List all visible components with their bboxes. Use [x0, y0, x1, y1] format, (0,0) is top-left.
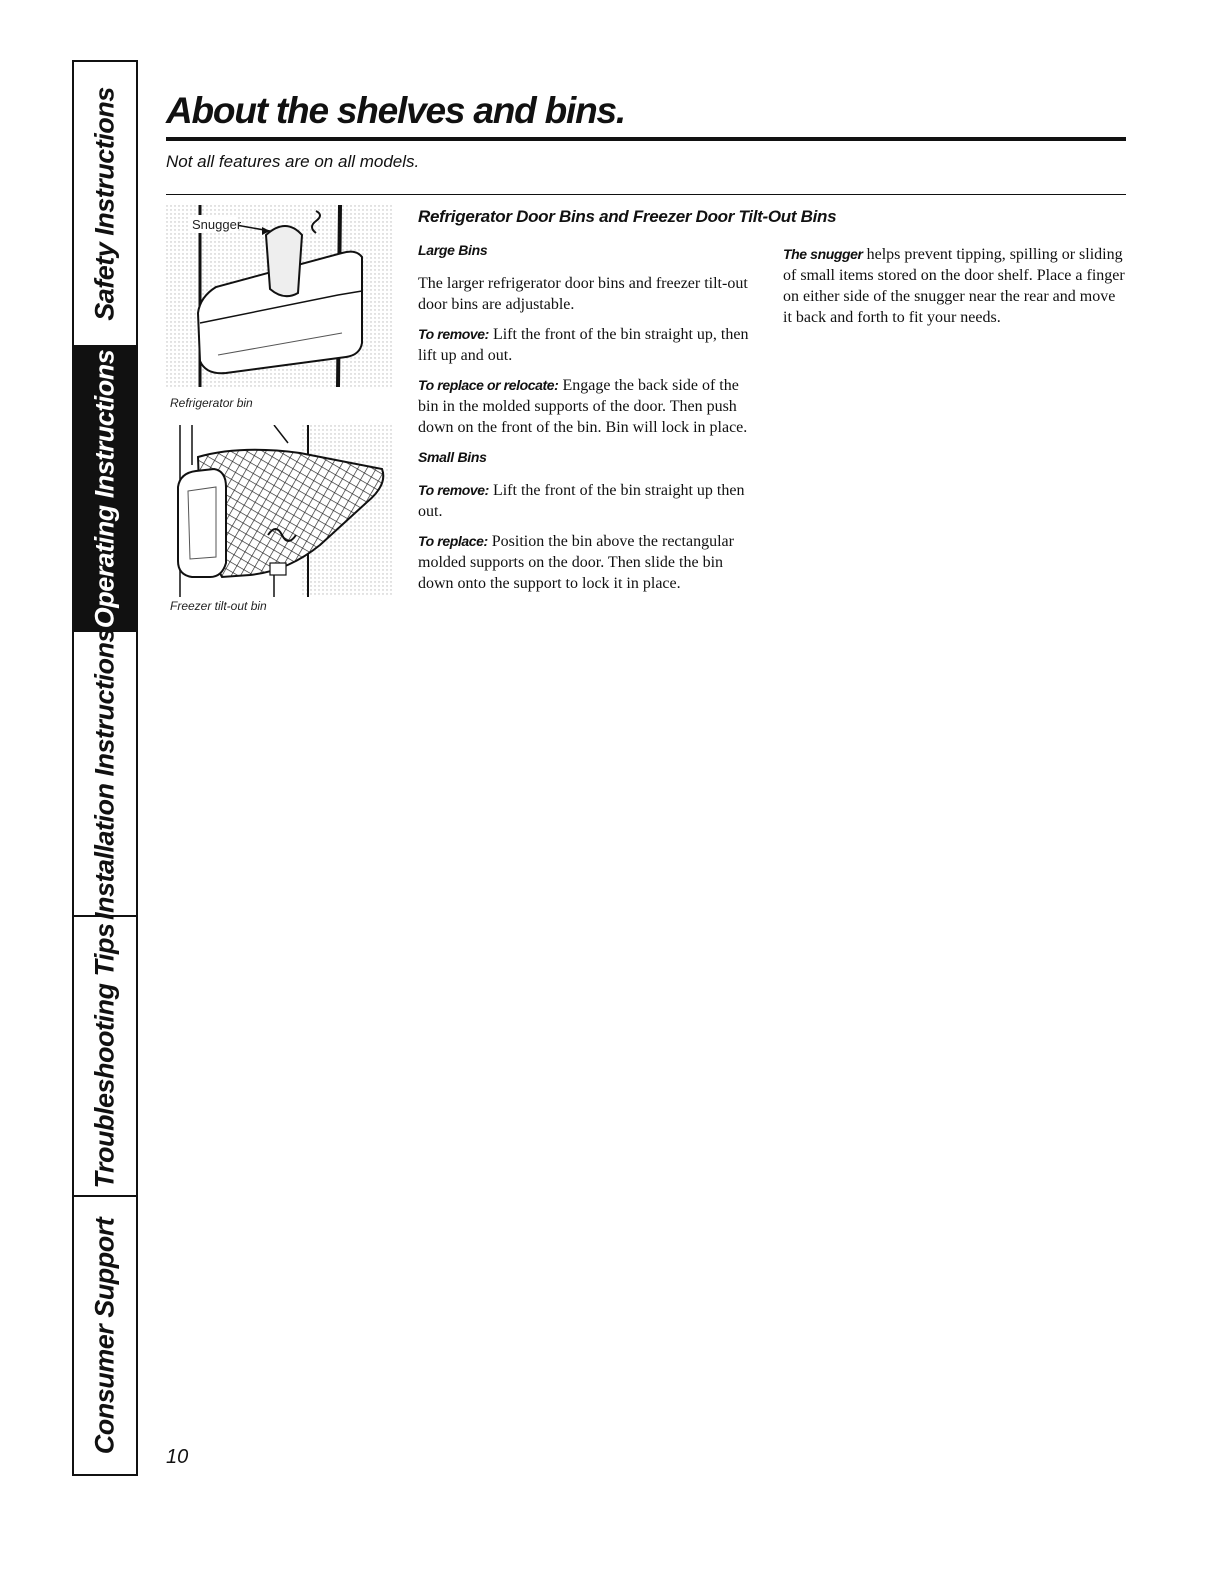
- tab-label: Operating Instructions: [89, 349, 120, 628]
- tab-consumer-support[interactable]: [74, 1197, 136, 1474]
- large-bins-remove: [418, 324, 758, 366]
- tab-operating-instructions[interactable]: [74, 347, 136, 632]
- large-bins-subheading: Large Bins: [418, 242, 488, 258]
- remove-lead: To remove:: [418, 482, 489, 498]
- title-rule: [166, 137, 1126, 141]
- replace-lead: To replace or relocate:: [418, 377, 559, 393]
- snugger-paragraph: [783, 244, 1126, 328]
- large-bins-replace: [418, 375, 758, 438]
- small-bins-remove: [418, 480, 758, 522]
- page-title: About the shelves and bins.: [166, 90, 625, 131]
- side-tabs: [72, 60, 138, 1476]
- replace-text: Engage the back side of the bin in the molded supports of the door. Then push down on the front of the bin. Bin will lock in place.: [418, 377, 748, 436]
- tab-label: Consumer Support: [89, 1217, 120, 1454]
- freezer-bin-caption: Freezer tilt-out bin: [170, 599, 267, 613]
- snugger-callout: Snugger: [192, 217, 242, 232]
- tab-label: Installation Instructions: [89, 627, 120, 920]
- bins-instructions-column: [418, 240, 758, 603]
- freezer-bin-illustration: [170, 425, 392, 597]
- snugger-text: helps prevent tipping, spilling or sliding of small items stored on the door shelf. Place a finger on either side of the snugger near the rear and move it back and forth to fit your needs.: [783, 246, 1125, 326]
- remove-lead: To remove:: [418, 326, 489, 342]
- section-heading: Refrigerator Door Bins and Freezer Door Tilt-Out Bins: [418, 207, 837, 226]
- large-bins-intro: The larger refrigerator door bins and freezer tilt-out door bins are adjustable.: [418, 275, 748, 313]
- replace-text: Position the bin above the rectangular molded supports on the door. Then slide the bin down onto the support to lock it in place.: [418, 533, 734, 592]
- section-rule: [166, 194, 1126, 195]
- refrigerator-bin-caption: Refrigerator bin: [170, 396, 253, 410]
- tab-label: Safety Instructions: [89, 86, 120, 321]
- tab-troubleshooting-tips[interactable]: [74, 917, 136, 1197]
- remove-text: Lift the front of the bin straight up, then lift up and out.: [418, 326, 749, 364]
- remove-text: Lift the front of the bin straight up then out.: [418, 482, 745, 520]
- refrigerator-bin-illustration: [166, 205, 392, 387]
- snugger-column: [783, 244, 1126, 337]
- page-number: 10: [166, 1446, 189, 1468]
- snugger-lead: The snugger: [783, 246, 863, 262]
- tab-safety-instructions[interactable]: [74, 62, 136, 347]
- replace-lead: To replace:: [418, 533, 488, 549]
- small-bins-replace: [418, 531, 758, 594]
- small-bins-subheading: Small Bins: [418, 449, 487, 465]
- page-subtitle: Not all features are on all models.: [166, 152, 420, 171]
- tab-installation-instructions[interactable]: [74, 627, 136, 920]
- tab-label: Troubleshooting Tips: [89, 923, 120, 1189]
